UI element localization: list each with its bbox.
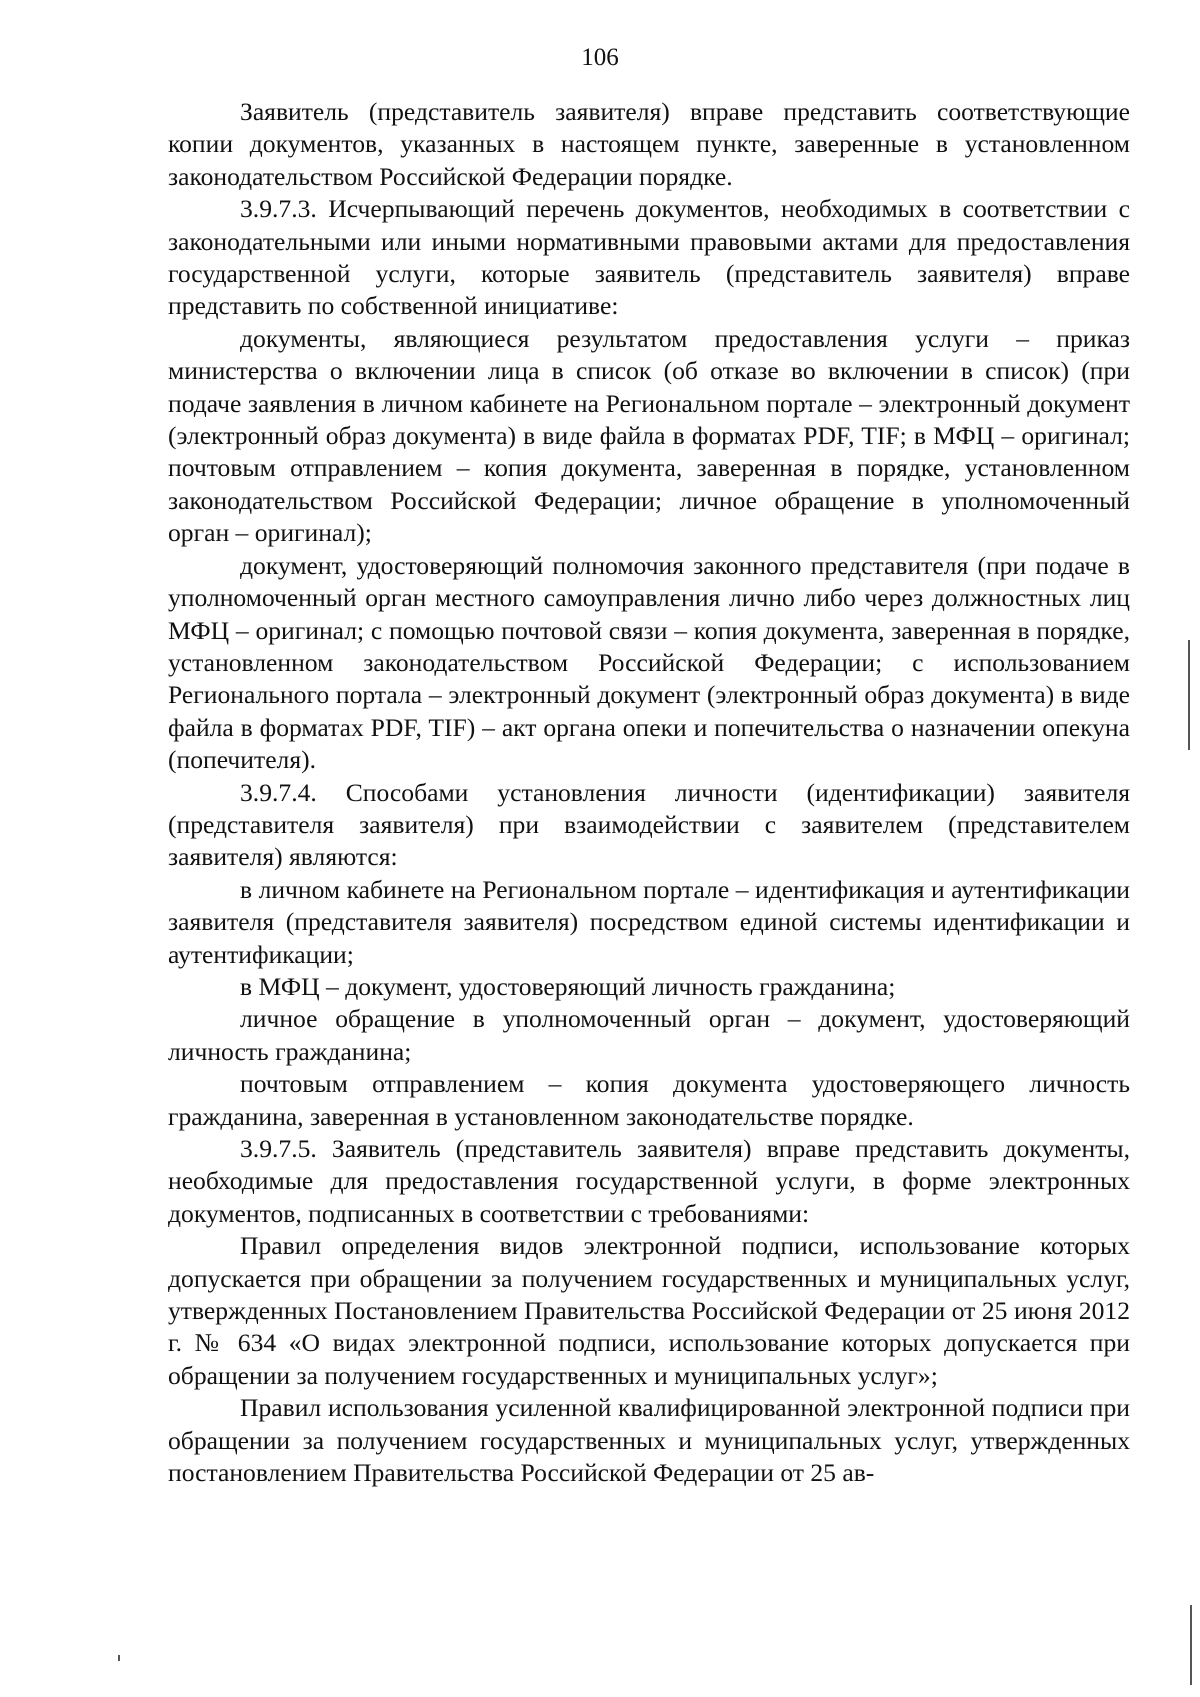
paragraph-personal-appeal-identification: личное обращение в уполномоченный орган – документ, удостоверяющий личность гражданина; xyxy=(168,1004,1130,1066)
paragraph-copies-of-documents: Заявитель (представитель заявителя) вправе представить соответствующие копии документов, указанных в настоящем пункте, заверенные в установленном законодательством Российской Федерации порядке. xyxy=(168,97,1130,191)
paragraph-qualified-signature-rules: Правил использования усиленной квалифицированной электронной подписи при обращении за получением государственных и муниципальных услуг, утвержденных постановлением Правительства Российской Федерации от 25 ав- xyxy=(168,1393,1130,1488)
page-number: 106 xyxy=(581,44,619,71)
scan-artifact-line xyxy=(1190,1605,1192,1685)
paragraph-mfc-identification: в МФЦ – документ, удостоверяющий личность гражданина; xyxy=(240,971,896,1001)
paragraph-3-9-7-4: 3.9.7.4. Способами установления личности (идентификации) заявителя (представителя заявителя) при взаимодействии с заявителем (представителем заявителя) являются: xyxy=(168,777,1130,872)
document-body xyxy=(168,96,1130,1489)
paragraph-result-documents: документы, являющиеся результатом предоставления услуги – приказ министерства о включении лица в список (об отказе во включении в список) (при подаче заявления в личном кабинете на Региональном портале – электронный документ (электронный образ документа) в виде файла в форматах PDF, TIF; в МФЦ – оригинал; почтовым отправлением – копия документа, заверенная в порядке, установленном законодательством Российской Федерации; личное обращение в уполномоченный орган – оригинал); xyxy=(168,323,1130,548)
paragraph-signature-types-rules: Правил определения видов электронной подписи, использование которых допускается при обращении за получением государственных и муниципальных услуг, утвержденных Постановлением Правительства Российской Федерации от 25 июня 2012 г. № 634 «О видах электронной подписи, использование которых допускается при обращении за получением государственных и муниципальных услуг»; xyxy=(168,1231,1130,1390)
paragraph-representative-authority: документ, удостоверяющий полномочия законного представителя (при подаче в уполномоченный орган местного самоуправления лично либо через должностных лиц МФЦ – оригинал; с помощью почтовой связи – копия документа, заверенная в порядке, установленном законодательством Российской Федерации; с использованием Регионального портала – электронный документ (электронный образ документа) в виде файла в форматах PDF, TIF) – акт органа опеки и попечительства о назначении опекуна (попечителя). xyxy=(168,550,1130,775)
paragraph-postal-identification: почтовым отправлением – копия документа удостоверяющего личность гражданина, заверенная в установленном законодательстве порядке. xyxy=(168,1069,1130,1131)
paragraph-3-9-7-5: 3.9.7.5. Заявитель (представитель заявителя) вправе представить документы, необходимые для предоставления государственной услуги, в форме электронных документов, подписанных в соответствии с требованиями: xyxy=(168,1134,1130,1228)
paragraph-regional-portal-identification: в личном кабинете на Региональном портале – идентификация и аутентификации заявителя (представителя заявителя) посредством единой системы идентификации и аутентификации; xyxy=(168,874,1130,969)
paragraph-3-9-7-3: 3.9.7.3. Исчерпывающий перечень документов, необходимых в соответствии с законодательными или иными нормативными правовыми актами для предоставления государственной услуги, которые заявитель (представитель заявителя) вправе представить по собственной инициативе: xyxy=(168,194,1130,321)
scan-artifact-line xyxy=(1188,640,1190,750)
scan-artifact-mark xyxy=(118,1655,120,1661)
